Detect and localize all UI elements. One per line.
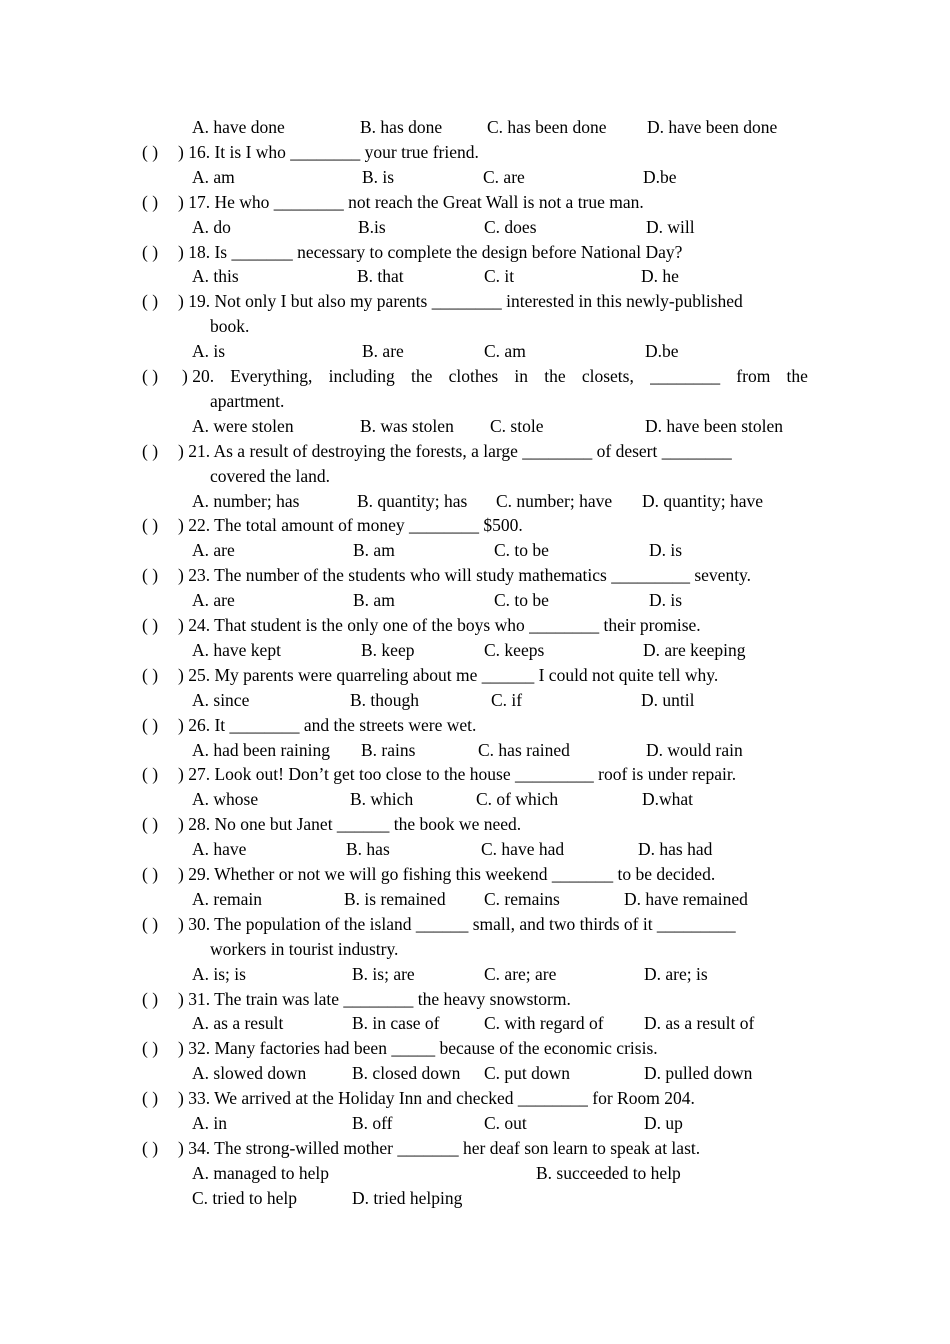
- question-34-text: ) 34. The strong-willed mother _______ her deaf son learn to speak at last.: [178, 1137, 701, 1158]
- option-c[interactable]: C. are: [483, 166, 525, 187]
- option-a[interactable]: A. had been raining: [192, 739, 331, 760]
- word: the: [544, 366, 566, 386]
- row: [0, 1086, 950, 1110]
- row: [0, 489, 950, 513]
- option-a[interactable]: A. slowed down: [192, 1063, 307, 1084]
- option-d[interactable]: D.what: [642, 789, 694, 810]
- row: [0, 962, 950, 986]
- question-32-text: ) 32. Many factories had been _____ because of the economic crisis.: [178, 1038, 658, 1059]
- row: [0, 1036, 950, 1060]
- row: [0, 264, 950, 288]
- option-d[interactable]: D.be: [643, 166, 677, 187]
- row: [0, 663, 950, 687]
- option-b[interactable]: B. has done: [360, 117, 443, 137]
- option-b[interactable]: B. keep: [361, 639, 415, 660]
- row: [0, 862, 950, 886]
- option-b[interactable]: B. though: [350, 689, 420, 710]
- option-c[interactable]: C. are; are: [484, 963, 557, 984]
- option-d[interactable]: D. have remained: [624, 888, 748, 909]
- answer-blank[interactable]: ( ): [142, 1038, 159, 1059]
- row: [0, 613, 950, 637]
- question-21-text: ) 21. As a result of destroying the forests, a large ________ of desert ________: [178, 440, 732, 461]
- option-d[interactable]: D. tried helping: [352, 1187, 463, 1208]
- word: ) 20.: [182, 366, 215, 386]
- row: [0, 762, 950, 786]
- row: [0, 464, 950, 488]
- option-d[interactable]: D. quantity; have: [642, 490, 764, 511]
- word: from: [736, 366, 771, 386]
- option-d[interactable]: D. until: [641, 689, 695, 710]
- option-a[interactable]: A. is: [192, 341, 226, 362]
- option-b[interactable]: B. which: [350, 789, 414, 810]
- option-b[interactable]: B. succeeded to help: [536, 1162, 681, 1183]
- question-30-text: ) 30. The population of the island ______ small, and two thirds of it _________: [178, 913, 736, 934]
- row: [0, 1186, 950, 1210]
- answer-blank[interactable]: ( ): [142, 714, 159, 735]
- option-a[interactable]: A. since: [192, 689, 250, 710]
- answer-blank[interactable]: ( ): [142, 1137, 159, 1158]
- word: closets,: [581, 366, 634, 386]
- row: [0, 1136, 950, 1160]
- option-b[interactable]: B. off: [352, 1113, 393, 1133]
- option-a[interactable]: A. managed to help: [192, 1162, 330, 1183]
- question-27-text: ) 27. Look out! Don’t get too close to the house _________ roof is under repair.: [178, 764, 737, 785]
- option-a[interactable]: A. whose: [192, 789, 259, 810]
- row: [0, 339, 950, 363]
- row: [0, 812, 950, 836]
- option-d[interactable]: D. are keeping: [643, 639, 746, 660]
- option-b[interactable]: B. is; are: [352, 963, 415, 984]
- question-16-text: ) 16. It is I who ________ your true friend.: [178, 141, 479, 162]
- row: [0, 713, 950, 737]
- row: [0, 837, 950, 861]
- question-continuation: covered the land.: [210, 465, 331, 486]
- option-a[interactable]: A. as a result: [192, 1013, 284, 1034]
- row: [0, 937, 950, 961]
- word: ________: [650, 366, 721, 386]
- option-c[interactable]: C. am: [484, 341, 526, 362]
- option-c[interactable]: C. of which: [476, 789, 559, 810]
- option-b[interactable]: B. is: [362, 166, 395, 187]
- option-d[interactable]: D. is: [649, 590, 683, 611]
- option-b[interactable]: B. is remained: [344, 888, 446, 909]
- answer-blank[interactable]: ( ): [142, 291, 159, 312]
- word: the: [786, 366, 808, 386]
- option-b[interactable]: B. was stolen: [360, 415, 454, 436]
- option-d[interactable]: D. will: [646, 216, 695, 237]
- option-c[interactable]: C. remains: [484, 888, 560, 909]
- row: [0, 787, 950, 811]
- question-26-text: ) 26. It ________ and the streets were wet.: [178, 714, 477, 735]
- answer-blank[interactable]: ( ): [142, 864, 159, 884]
- option-a[interactable]: A. were stolen: [192, 415, 294, 436]
- option-d[interactable]: D. would rain: [646, 739, 743, 760]
- answer-blank[interactable]: ( ): [142, 814, 159, 835]
- option-d[interactable]: D. have been done: [647, 117, 778, 137]
- row: [0, 364, 950, 388]
- question-29-text: ) 29. Whether or not we will go fishing this weekend _______ to be decided.: [178, 864, 716, 884]
- option-b[interactable]: B. has: [346, 839, 390, 860]
- option-b[interactable]: B. rains: [361, 739, 416, 760]
- row: [0, 987, 950, 1011]
- answer-blank[interactable]: ( ): [142, 241, 159, 262]
- row: [0, 513, 950, 537]
- row: [0, 140, 950, 164]
- option-a[interactable]: A. do: [192, 216, 231, 237]
- row: [0, 439, 950, 463]
- answer-blank[interactable]: ( ): [142, 988, 159, 1009]
- row: [0, 638, 950, 662]
- row: [0, 215, 950, 239]
- option-c[interactable]: C. does: [484, 216, 537, 237]
- question-31-text: ) 31. The train was late ________ the heavy snowstorm.: [178, 988, 571, 1009]
- option-c[interactable]: C. stole: [490, 415, 544, 436]
- option-c[interactable]: C. keeps: [484, 639, 545, 660]
- row: [0, 887, 950, 911]
- row: [0, 738, 950, 762]
- word: Everything,: [230, 366, 313, 386]
- option-c[interactable]: C. it: [484, 266, 515, 287]
- row: [0, 289, 950, 313]
- option-d[interactable]: D. up: [644, 1113, 683, 1133]
- option-a[interactable]: A. remain: [192, 888, 262, 909]
- word: the: [410, 366, 433, 386]
- row: [0, 1061, 950, 1085]
- option-a[interactable]: A. is; is: [192, 963, 246, 984]
- question-25-text: ) 25. My parents were quarreling about me ______ I could not quite tell why.: [178, 664, 719, 685]
- option-c[interactable]: C. has been done: [487, 117, 607, 137]
- option-c[interactable]: C. out: [484, 1113, 527, 1133]
- row: [0, 314, 950, 338]
- row: [0, 240, 950, 264]
- option-b[interactable]: B. are: [362, 341, 404, 362]
- answer-blank[interactable]: ( ): [142, 764, 159, 785]
- row: [0, 912, 950, 936]
- option-c[interactable]: C. has rained: [478, 739, 570, 760]
- option-c[interactable]: C. have had: [481, 839, 565, 860]
- option-a[interactable]: A. this: [192, 266, 239, 287]
- answer-blank[interactable]: ( ): [142, 440, 159, 461]
- word: clothes: [448, 366, 499, 386]
- option-d[interactable]: D. he: [641, 266, 679, 287]
- option-a[interactable]: A. in: [192, 1113, 227, 1133]
- question-28-text: ) 28. No one but Janet ______ the book we need.: [178, 814, 522, 835]
- option-b[interactable]: B. quantity; has: [357, 490, 468, 511]
- question-continuation: apartment.: [210, 390, 285, 411]
- option-b[interactable]: B. in case of: [352, 1013, 440, 1034]
- option-a[interactable]: A. are: [192, 540, 235, 561]
- answer-blank[interactable]: ( ): [142, 664, 159, 685]
- option-d[interactable]: D. has had: [638, 839, 713, 860]
- question-17-text: ) 17. He who ________ not reach the Great Wall is not a true man.: [178, 191, 644, 212]
- question-33-text: ) 33. We arrived at the Holiday Inn and checked ________ for Room 204.: [178, 1088, 695, 1109]
- row: [0, 414, 950, 438]
- answer-blank[interactable]: ( ): [142, 141, 159, 162]
- option-c[interactable]: C. with regard of: [484, 1013, 604, 1034]
- answer-blank[interactable]: ( ): [142, 1088, 159, 1109]
- row: [0, 1161, 950, 1185]
- option-b[interactable]: B. that: [357, 266, 404, 287]
- row: [0, 389, 950, 413]
- row: [0, 588, 950, 612]
- row: [0, 165, 950, 189]
- option-c[interactable]: C. number; have: [496, 490, 613, 511]
- question-20-text: [182, 364, 808, 388]
- option-c[interactable]: C. tried to help: [192, 1187, 297, 1208]
- option-a[interactable]: A. have done: [192, 117, 285, 137]
- row: [0, 115, 950, 139]
- option-d[interactable]: D.be: [645, 341, 679, 362]
- option-d[interactable]: D. as a result of: [644, 1013, 755, 1034]
- question-18-text: ) 18. Is _______ necessary to complete the design before National Day?: [178, 241, 683, 262]
- option-a[interactable]: A. have kept: [192, 639, 281, 660]
- question-continuation: book.: [210, 316, 250, 337]
- row: [0, 1111, 950, 1135]
- answer-blank[interactable]: ( ): [142, 615, 159, 635]
- answer-blank[interactable]: ( ): [142, 913, 159, 934]
- question-19-text: ) 19. Not only I but also my parents ________ interested in this newly-published: [178, 291, 743, 312]
- answer-blank[interactable]: ( ): [142, 565, 159, 586]
- option-d[interactable]: D. are; is: [644, 963, 708, 984]
- word: including: [328, 366, 395, 386]
- row: [0, 563, 950, 587]
- option-c[interactable]: C. put down: [484, 1063, 571, 1084]
- option-a[interactable]: A. have: [192, 839, 247, 860]
- row: [0, 1011, 950, 1035]
- option-a[interactable]: A. am: [192, 166, 235, 187]
- option-b[interactable]: B.is: [358, 216, 386, 237]
- answer-blank[interactable]: ( ): [142, 515, 159, 536]
- word: in: [514, 366, 529, 386]
- answer-blank[interactable]: ( ): [142, 191, 159, 212]
- option-b[interactable]: B. am: [353, 590, 395, 611]
- question-continuation: workers in tourist industry.: [210, 938, 399, 959]
- option-d[interactable]: D. pulled down: [644, 1063, 753, 1084]
- option-b[interactable]: B. am: [353, 540, 395, 561]
- option-d[interactable]: D. is: [649, 540, 683, 561]
- option-b[interactable]: B. closed down: [352, 1063, 461, 1084]
- option-c[interactable]: C. if: [491, 689, 523, 710]
- option-a[interactable]: A. number; has: [192, 490, 300, 511]
- answer-blank[interactable]: ( ): [142, 366, 159, 386]
- option-a[interactable]: A. are: [192, 590, 235, 611]
- question-24-text: ) 24. That student is the only one of the boys who ________ their promise.: [178, 615, 701, 635]
- question-22-text: ) 22. The total amount of money ________ $500.: [178, 515, 523, 536]
- row: [0, 688, 950, 712]
- option-c[interactable]: C. to be: [494, 540, 549, 561]
- question-23-text: ) 23. The number of the students who will study mathematics _________ seventy.: [178, 565, 752, 586]
- option-c[interactable]: C. to be: [494, 590, 549, 611]
- row: [0, 538, 950, 562]
- option-d[interactable]: D. have been stolen: [645, 415, 784, 436]
- row: [0, 190, 950, 214]
